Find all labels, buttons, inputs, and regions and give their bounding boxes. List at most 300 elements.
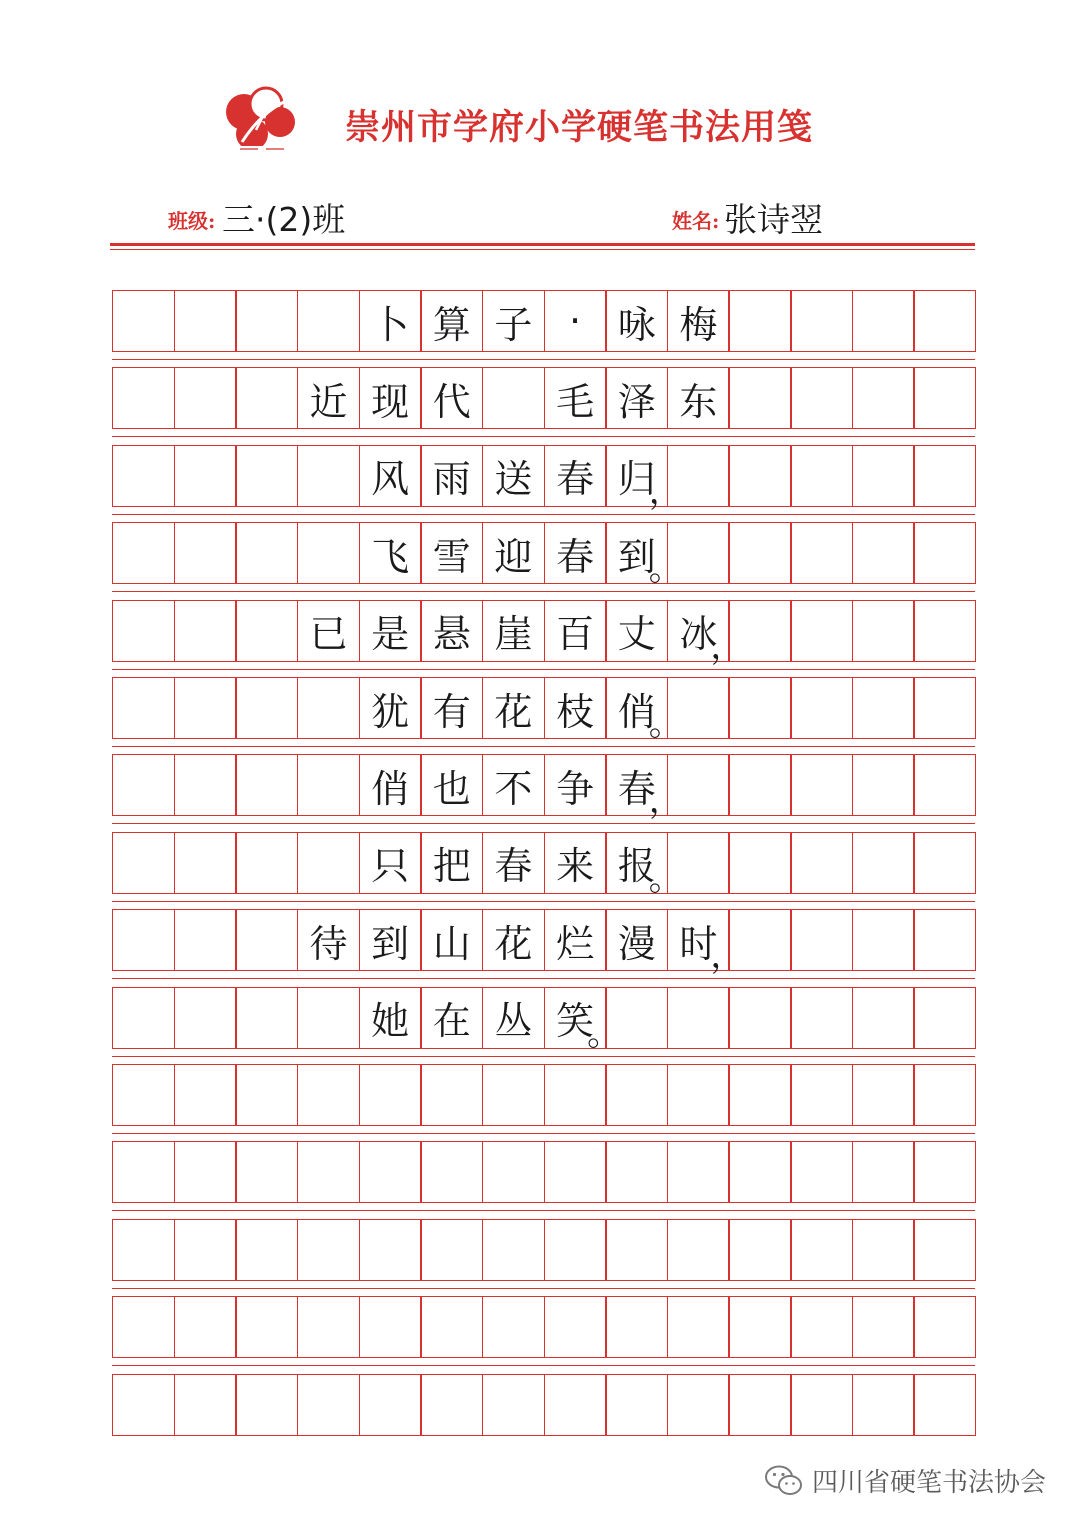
grid-character <box>914 1142 975 1202</box>
grid-character: 俏 <box>617 689 656 734</box>
grid-character: 送 <box>494 457 533 502</box>
grid-cell <box>112 677 175 739</box>
grid-cell <box>420 909 483 971</box>
grid-cell <box>544 754 607 816</box>
grid-cell <box>174 445 237 507</box>
grid-cell <box>728 445 791 507</box>
grid-character <box>360 1142 421 1202</box>
grid-character: 丛 <box>494 999 533 1044</box>
grid-cell <box>482 445 545 507</box>
grid-character <box>606 1375 667 1435</box>
grid-character <box>298 1297 359 1357</box>
grid-character <box>853 988 914 1048</box>
grid-cell <box>790 600 853 662</box>
grid-character <box>236 833 297 893</box>
grid-character <box>113 988 174 1048</box>
header-rule-thin <box>110 249 975 250</box>
grid-character <box>914 1375 975 1435</box>
grid-cell <box>790 1296 853 1358</box>
grid-cell <box>235 367 298 429</box>
grid-character <box>853 368 914 428</box>
grid-cell <box>605 1296 668 1358</box>
grid-character: 泽 <box>617 379 656 424</box>
grid-character: 现 <box>371 379 410 424</box>
grid-cell <box>544 909 607 971</box>
row-band-line <box>112 978 975 979</box>
grid-cell <box>482 1374 545 1436</box>
grid-character <box>175 988 236 1048</box>
grid-cell <box>112 445 175 507</box>
grid-cell <box>913 445 976 507</box>
grid-character <box>791 988 852 1048</box>
grid-cell <box>297 290 360 352</box>
name-label: 姓名: <box>672 209 720 233</box>
grid-character <box>298 1065 359 1125</box>
row-band-line <box>112 1210 975 1211</box>
grid-character <box>791 833 852 893</box>
grid-character: 冰 <box>679 612 718 657</box>
grid-cell <box>605 290 668 352</box>
grid-character <box>298 755 359 815</box>
grid-cell <box>852 909 915 971</box>
grid-character <box>791 368 852 428</box>
grid-character <box>729 1375 790 1435</box>
grid-character <box>113 1142 174 1202</box>
grid-character: 崖 <box>494 612 533 657</box>
grid-cell <box>112 367 175 429</box>
grid-cell <box>852 832 915 894</box>
grid-character <box>175 368 236 428</box>
grid-cell <box>297 1064 360 1126</box>
grid-cell <box>913 1064 976 1126</box>
grid-character <box>914 523 975 583</box>
grid-character <box>545 1375 606 1435</box>
grid-character <box>236 601 297 661</box>
grid-cell <box>790 909 853 971</box>
grid-character <box>545 1297 606 1357</box>
grid-character: 悬 <box>432 612 471 657</box>
grid-cell <box>235 1064 298 1126</box>
grid-character: 有 <box>432 689 471 734</box>
punctuation-mark: ， <box>710 936 745 977</box>
punctuation-mark: 。 <box>648 549 683 590</box>
grid-cell <box>913 909 976 971</box>
grid-cell <box>420 367 483 429</box>
grid-character <box>914 833 975 893</box>
grid-cell <box>913 754 976 816</box>
grid-character <box>729 833 790 893</box>
grid-cell <box>174 677 237 739</box>
grid-cell <box>790 754 853 816</box>
grid-character <box>545 1065 606 1125</box>
grid-character <box>298 1375 359 1435</box>
grid-cell <box>667 987 730 1049</box>
grid-cell <box>420 445 483 507</box>
grid-cell <box>112 987 175 1049</box>
grid-cell <box>790 367 853 429</box>
grid-cell <box>297 600 360 662</box>
grid-cell <box>852 445 915 507</box>
grid-cell <box>420 987 483 1049</box>
grid-cell <box>852 754 915 816</box>
header-rule-thick <box>110 243 975 246</box>
grid-character <box>298 833 359 893</box>
grid-cell <box>913 987 976 1049</box>
grid-character <box>791 1065 852 1125</box>
grid-character <box>113 1375 174 1435</box>
grid-character <box>853 910 914 970</box>
grid-character <box>668 1375 729 1435</box>
grid-cell <box>297 1141 360 1203</box>
grid-cell <box>790 987 853 1049</box>
punctuation-mark: 。 <box>648 858 683 899</box>
grid-character: 雨 <box>432 457 471 502</box>
grid-cell <box>482 1219 545 1281</box>
class-label: 班级: <box>168 209 216 233</box>
grid-cell <box>852 1219 915 1281</box>
grid-cell <box>235 1219 298 1281</box>
punctuation-mark: 。 <box>587 1013 622 1054</box>
grid-character: 春 <box>617 766 656 811</box>
grid-character <box>236 678 297 738</box>
grid-character <box>914 755 975 815</box>
grid-cell <box>297 1219 360 1281</box>
grid-character <box>236 1375 297 1435</box>
grid-character: 报 <box>617 844 656 889</box>
grid-character <box>113 1065 174 1125</box>
grid-character <box>853 833 914 893</box>
grid-character <box>853 1142 914 1202</box>
school-logo <box>222 84 302 160</box>
grid-cell <box>112 1296 175 1358</box>
grid-character <box>791 1220 852 1280</box>
grid-character <box>298 523 359 583</box>
grid-character <box>236 291 297 351</box>
punctuation-mark: 。 <box>648 704 683 744</box>
grid-character: 算 <box>432 302 471 347</box>
grid-cell <box>297 445 360 507</box>
grid-character <box>113 678 174 738</box>
grid-cell <box>728 1374 791 1436</box>
grid-character: 飞 <box>371 534 410 579</box>
grid-character <box>175 1297 236 1357</box>
grid-cell <box>667 1141 730 1203</box>
grid-cell <box>297 832 360 894</box>
grid-cell <box>852 987 915 1049</box>
grid-cell <box>359 1296 422 1358</box>
grid-cell <box>667 1064 730 1126</box>
grid-character <box>729 446 790 506</box>
row-band-line <box>112 823 975 824</box>
grid-character <box>545 1142 606 1202</box>
grid-character <box>791 910 852 970</box>
grid-cell <box>297 522 360 584</box>
grid-cell <box>112 909 175 971</box>
grid-character: 笑 <box>556 999 595 1044</box>
grid-character: 风 <box>371 457 410 502</box>
grid-character <box>298 678 359 738</box>
grid-cell <box>297 1374 360 1436</box>
grid-character: 百 <box>556 612 595 657</box>
grid-cell <box>913 1141 976 1203</box>
watermark <box>764 1462 1046 1499</box>
grid-character <box>914 678 975 738</box>
punctuation-mark: ， <box>648 781 683 822</box>
grid-cell <box>728 1141 791 1203</box>
grid-cell <box>482 600 545 662</box>
grid-cell <box>852 677 915 739</box>
row-band-line <box>112 901 975 902</box>
grid-cell <box>235 1374 298 1436</box>
grid-character <box>668 988 729 1048</box>
grid-cell <box>297 677 360 739</box>
grid-cell <box>420 290 483 352</box>
grid-character <box>175 291 236 351</box>
grid-cell <box>359 909 422 971</box>
grid-cell <box>174 367 237 429</box>
grid-cell <box>852 1064 915 1126</box>
grid-character <box>298 291 359 351</box>
grid-cell <box>544 1141 607 1203</box>
grid-character <box>791 446 852 506</box>
grid-character <box>914 368 975 428</box>
grid-character <box>914 291 975 351</box>
grid-cell <box>297 367 360 429</box>
grid-character: 也 <box>432 766 471 811</box>
grid-cell <box>728 677 791 739</box>
grid-cell <box>667 1374 730 1436</box>
grid-cell <box>544 677 607 739</box>
grid-character: 东 <box>679 379 718 424</box>
grid-character: 近 <box>309 379 348 424</box>
grid-character <box>791 601 852 661</box>
grid-cell <box>544 1219 607 1281</box>
grid-cell <box>667 1296 730 1358</box>
grid-cell <box>112 1141 175 1203</box>
grid-character <box>113 910 174 970</box>
grid-cell <box>913 677 976 739</box>
grid-character <box>360 1065 421 1125</box>
grid-character <box>236 1220 297 1280</box>
grid-cell <box>852 1374 915 1436</box>
grid-character <box>236 523 297 583</box>
grid-cell <box>420 600 483 662</box>
grid-cell <box>420 832 483 894</box>
grid-character <box>914 988 975 1048</box>
row-band-line <box>112 359 975 360</box>
grid-character <box>791 755 852 815</box>
grid-character <box>175 601 236 661</box>
grid-cell <box>359 1141 422 1203</box>
grid-character <box>421 1297 482 1357</box>
grid-cell <box>174 600 237 662</box>
wechat-icon <box>764 1464 804 1498</box>
row-band-line <box>112 746 975 747</box>
grid-cell <box>544 290 607 352</box>
grid-character: 花 <box>494 689 533 734</box>
grid-cell <box>852 600 915 662</box>
grid-character <box>668 1297 729 1357</box>
grid-character: 咏 <box>617 302 656 347</box>
grid-cell <box>728 1219 791 1281</box>
grid-cell <box>728 1296 791 1358</box>
grid-character <box>360 1220 421 1280</box>
grid-character <box>113 755 174 815</box>
grid-cell <box>112 522 175 584</box>
grid-cell <box>544 522 607 584</box>
grid-character <box>914 1065 975 1125</box>
grid-character <box>729 1220 790 1280</box>
grid-cell <box>790 1374 853 1436</box>
grid-character <box>791 523 852 583</box>
grid-cell <box>112 832 175 894</box>
grid-character <box>729 291 790 351</box>
punctuation-mark: ， <box>710 626 745 667</box>
grid-character: 春 <box>556 534 595 579</box>
grid-character <box>914 601 975 661</box>
grid-cell <box>482 677 545 739</box>
grid-cell <box>913 832 976 894</box>
grid-character <box>360 1297 421 1357</box>
grid-cell <box>790 445 853 507</box>
row-band-line <box>112 436 975 437</box>
grid-character: 梅 <box>679 302 718 347</box>
grid-character: 山 <box>432 921 471 966</box>
grid-cell <box>235 445 298 507</box>
grid-cell <box>174 987 237 1049</box>
grid-cell <box>790 1141 853 1203</box>
grid-cell <box>420 1219 483 1281</box>
grid-cell <box>667 1219 730 1281</box>
grid-cell <box>728 754 791 816</box>
grid-character: 子 <box>494 302 533 347</box>
grid-cell <box>605 1219 668 1281</box>
grid-cell <box>297 754 360 816</box>
grid-cell <box>790 1064 853 1126</box>
grid-character: 迎 <box>494 534 533 579</box>
grid-cell <box>482 367 545 429</box>
grid-character <box>545 1220 606 1280</box>
grid-cell <box>112 754 175 816</box>
grid-cell <box>544 445 607 507</box>
grid-cell <box>790 522 853 584</box>
grid-character <box>668 1142 729 1202</box>
grid-character: 春 <box>556 457 595 502</box>
grid-cell <box>728 290 791 352</box>
grid-cell <box>359 600 422 662</box>
row-band-line <box>112 1365 975 1366</box>
grid-character: 把 <box>432 844 471 889</box>
grid-character <box>729 678 790 738</box>
grid-character <box>791 678 852 738</box>
grid-character <box>175 523 236 583</box>
grid-character <box>113 291 174 351</box>
grid-cell <box>544 367 607 429</box>
grid-cell <box>235 1141 298 1203</box>
grid-character <box>791 291 852 351</box>
grid-character: 已 <box>309 612 348 657</box>
grid-cell <box>235 987 298 1049</box>
grid-cell <box>174 1141 237 1203</box>
grid-cell <box>235 522 298 584</box>
grid-cell <box>605 1374 668 1436</box>
grid-cell <box>544 1374 607 1436</box>
grid-character <box>483 1297 544 1357</box>
row-band-line <box>112 514 975 515</box>
grid-character <box>791 1375 852 1435</box>
grid-character <box>113 601 174 661</box>
grid-character: 到 <box>371 921 410 966</box>
grid-cell <box>359 1374 422 1436</box>
grid-cell <box>420 522 483 584</box>
grid-character <box>113 1220 174 1280</box>
grid-cell <box>359 1064 422 1126</box>
row-band-line <box>112 1288 975 1289</box>
grid-character: 漫 <box>617 921 656 966</box>
grid-character <box>113 833 174 893</box>
grid-character <box>483 1220 544 1280</box>
grid-cell <box>235 290 298 352</box>
grid-cell <box>913 600 976 662</box>
grid-character <box>853 601 914 661</box>
grid-cell <box>112 1219 175 1281</box>
grid-character: 卜 <box>371 302 410 347</box>
grid-cell <box>174 754 237 816</box>
row-band-line <box>112 591 975 592</box>
grid-character <box>175 1375 236 1435</box>
grid-cell <box>297 909 360 971</box>
grid-cell <box>482 522 545 584</box>
grid-character <box>175 910 236 970</box>
grid-character: 归 <box>617 457 656 502</box>
grid-cell <box>913 367 976 429</box>
grid-character <box>236 446 297 506</box>
grid-cell <box>174 1374 237 1436</box>
grid-character <box>914 910 975 970</box>
grid-cell <box>359 832 422 894</box>
grid-character: 代 <box>432 379 471 424</box>
grid-character <box>236 1142 297 1202</box>
grid-character <box>853 291 914 351</box>
grid-character: 毛 <box>556 379 595 424</box>
grid-character: 在 <box>432 999 471 1044</box>
grid-character <box>236 1297 297 1357</box>
grid-character <box>113 446 174 506</box>
grid-character: · <box>569 299 582 343</box>
grid-character: 烂 <box>556 921 595 966</box>
grid-cell <box>728 987 791 1049</box>
grid-character <box>175 1142 236 1202</box>
grid-character: 犹 <box>371 689 410 734</box>
grid-cell <box>482 290 545 352</box>
grid-cell <box>605 600 668 662</box>
grid-character <box>606 1065 667 1125</box>
row-band-line <box>112 1133 975 1134</box>
grid-character <box>236 910 297 970</box>
grid-character <box>606 1297 667 1357</box>
grid-character <box>791 1297 852 1357</box>
grid-cell <box>359 522 422 584</box>
grid-character <box>236 368 297 428</box>
grid-character <box>729 1142 790 1202</box>
grid-cell <box>174 1064 237 1126</box>
grid-cell <box>482 909 545 971</box>
grid-cell <box>482 1296 545 1358</box>
grid-cell <box>852 1141 915 1203</box>
grid-character: 到 <box>617 534 656 579</box>
grid-cell <box>913 290 976 352</box>
grid-character <box>113 1297 174 1357</box>
